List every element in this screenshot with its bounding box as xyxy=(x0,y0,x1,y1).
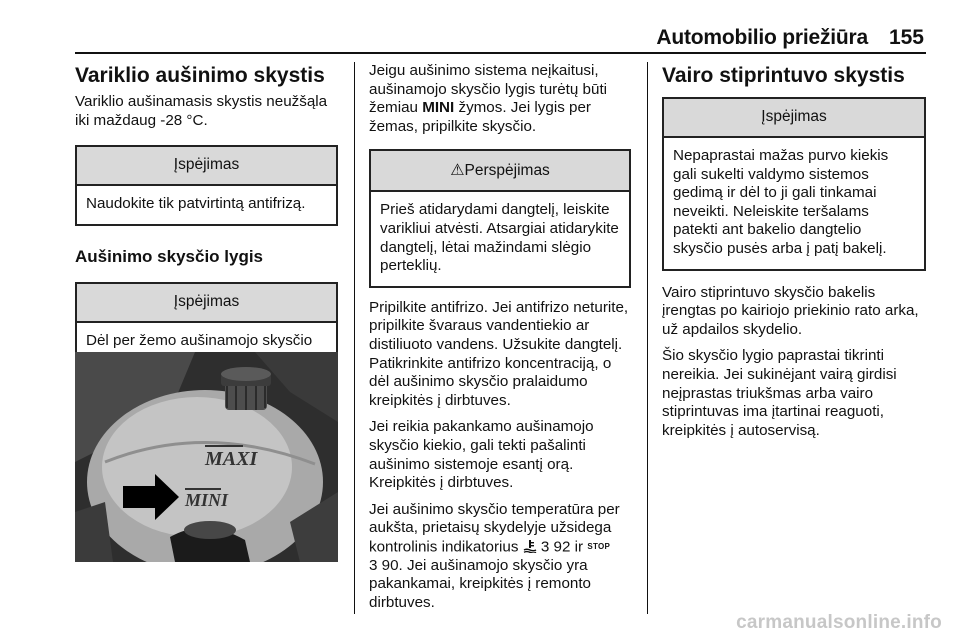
reservoir-photo-svg xyxy=(75,352,338,562)
coolant-intro-paragraph: Variklio aušinamasis skystis neužšąla iki maždaug -28 °C. xyxy=(75,93,328,129)
text-segment: Jeigu aušinimo sistema neįkaitusi, aušinamojo skysčio lygis turėtų būti žemiau xyxy=(369,62,608,117)
reservoir-location-paragraph: Vairo stiprintuvo skysčio bakelis įrengtas po kairiojo priekinio rato arka, už apdailos skydelio. xyxy=(662,283,919,338)
notice-box-contamination xyxy=(662,97,926,271)
fluid-check-paragraph: Šio skysčio lygio paprastai tikrinti nereikia. Jei sukinėjant vairą girdisi neįprastas triukšmas arba vairo stiprintuvas ima įtartinai reaguoti, kreipkitės į autoservisą. xyxy=(662,347,897,439)
notice-title: Įspėjimas xyxy=(77,147,336,186)
notice-title: Įspėjimas xyxy=(77,284,336,323)
section-heading-power-steering: Vairo stiprintuvo skystis xyxy=(662,64,905,87)
text-segment: 3 90. Jei aušinamojo skysčio yra pakankamai, kreipkitės į remonto dirbtuves. xyxy=(369,556,592,611)
text-segment: žymos. Jei lygis per žemas, pripilkite skysčio. xyxy=(369,99,591,135)
warning-triangle-icon: ⚠ xyxy=(450,162,465,180)
coolant-reservoir-illustration xyxy=(75,352,338,562)
warning-title-text: Perspėjimas xyxy=(464,162,550,180)
section-heading-coolant: Variklio aušinimo skystis xyxy=(75,64,325,87)
column-divider-right xyxy=(647,62,648,614)
mini-mark-reference: MINI xyxy=(422,99,455,117)
min-mark-label: MINI xyxy=(185,490,229,510)
column-right xyxy=(662,62,926,440)
header-divider xyxy=(75,52,926,54)
column-middle xyxy=(369,62,631,613)
air-bleed-paragraph: Jei reikia pakankamo aušinamojo skysčio kiekio, gali tekti pašalinti aušinimo sistemoje esantį orą. Kreipkitės į dirbtuves. xyxy=(369,418,594,492)
notice-body: Naudokite tik patvirtintą antifrizą. xyxy=(86,195,306,213)
page-reference: 3 92 ir xyxy=(540,538,588,556)
notice-box-antifreeze xyxy=(75,145,338,226)
warning-box-cap xyxy=(369,149,631,287)
coolant-level-paragraph xyxy=(369,62,631,136)
notice-title: Įspėjimas xyxy=(664,99,924,138)
warning-title xyxy=(371,151,629,192)
stop-icon: STOP xyxy=(587,541,611,551)
column-left xyxy=(75,62,338,381)
coolant-temperature-icon xyxy=(523,539,537,553)
watermark: carmanualsonline.info xyxy=(736,612,942,633)
max-mark-label: MAXI xyxy=(205,448,258,470)
subheading-coolant-level: Aušinimo skysčio lygis xyxy=(75,246,264,266)
warning-body: Prieš atidarydami dangtelį, leiskite varikliui atvėsti. Atsargiai atidarykite dangtelį, lėtai mažindami slėgio perteklių. xyxy=(380,201,619,275)
text-segment: Jei aušinimo skysčio temperatūra per aukšta, prietaisų skydelyje užsidega kontrolinis indikatorius xyxy=(369,500,620,556)
page-number: 155 xyxy=(888,26,924,49)
running-header-title: Automobilio priežiūra xyxy=(656,26,868,49)
notice-body: Nepaprastai mažas purvo kiekis gali sukelti valdymo sistemos gedimą ir dėl to ji gali tinkamai neveikti. Neleiskite teršalams patekti ant bakelio dangtelio skysčio pusės arba į patį bakelį. xyxy=(673,147,889,257)
refill-paragraph: Pripilkite antifrizo. Jei antifrizo neturite, pripilkite švaraus vandentiekio ar distiliuoto vandens. Užsukite dangtelį. Patikrinkite antifrizo koncentraciją, o dėl aušinimo skysčio pralaidumo kreipkitės į dirbtuves. xyxy=(369,298,629,409)
notice-body: Dėl per žemo aušinamojo skysčio xyxy=(86,331,313,349)
column-divider-left xyxy=(354,62,355,614)
temperature-paragraph xyxy=(369,501,631,613)
